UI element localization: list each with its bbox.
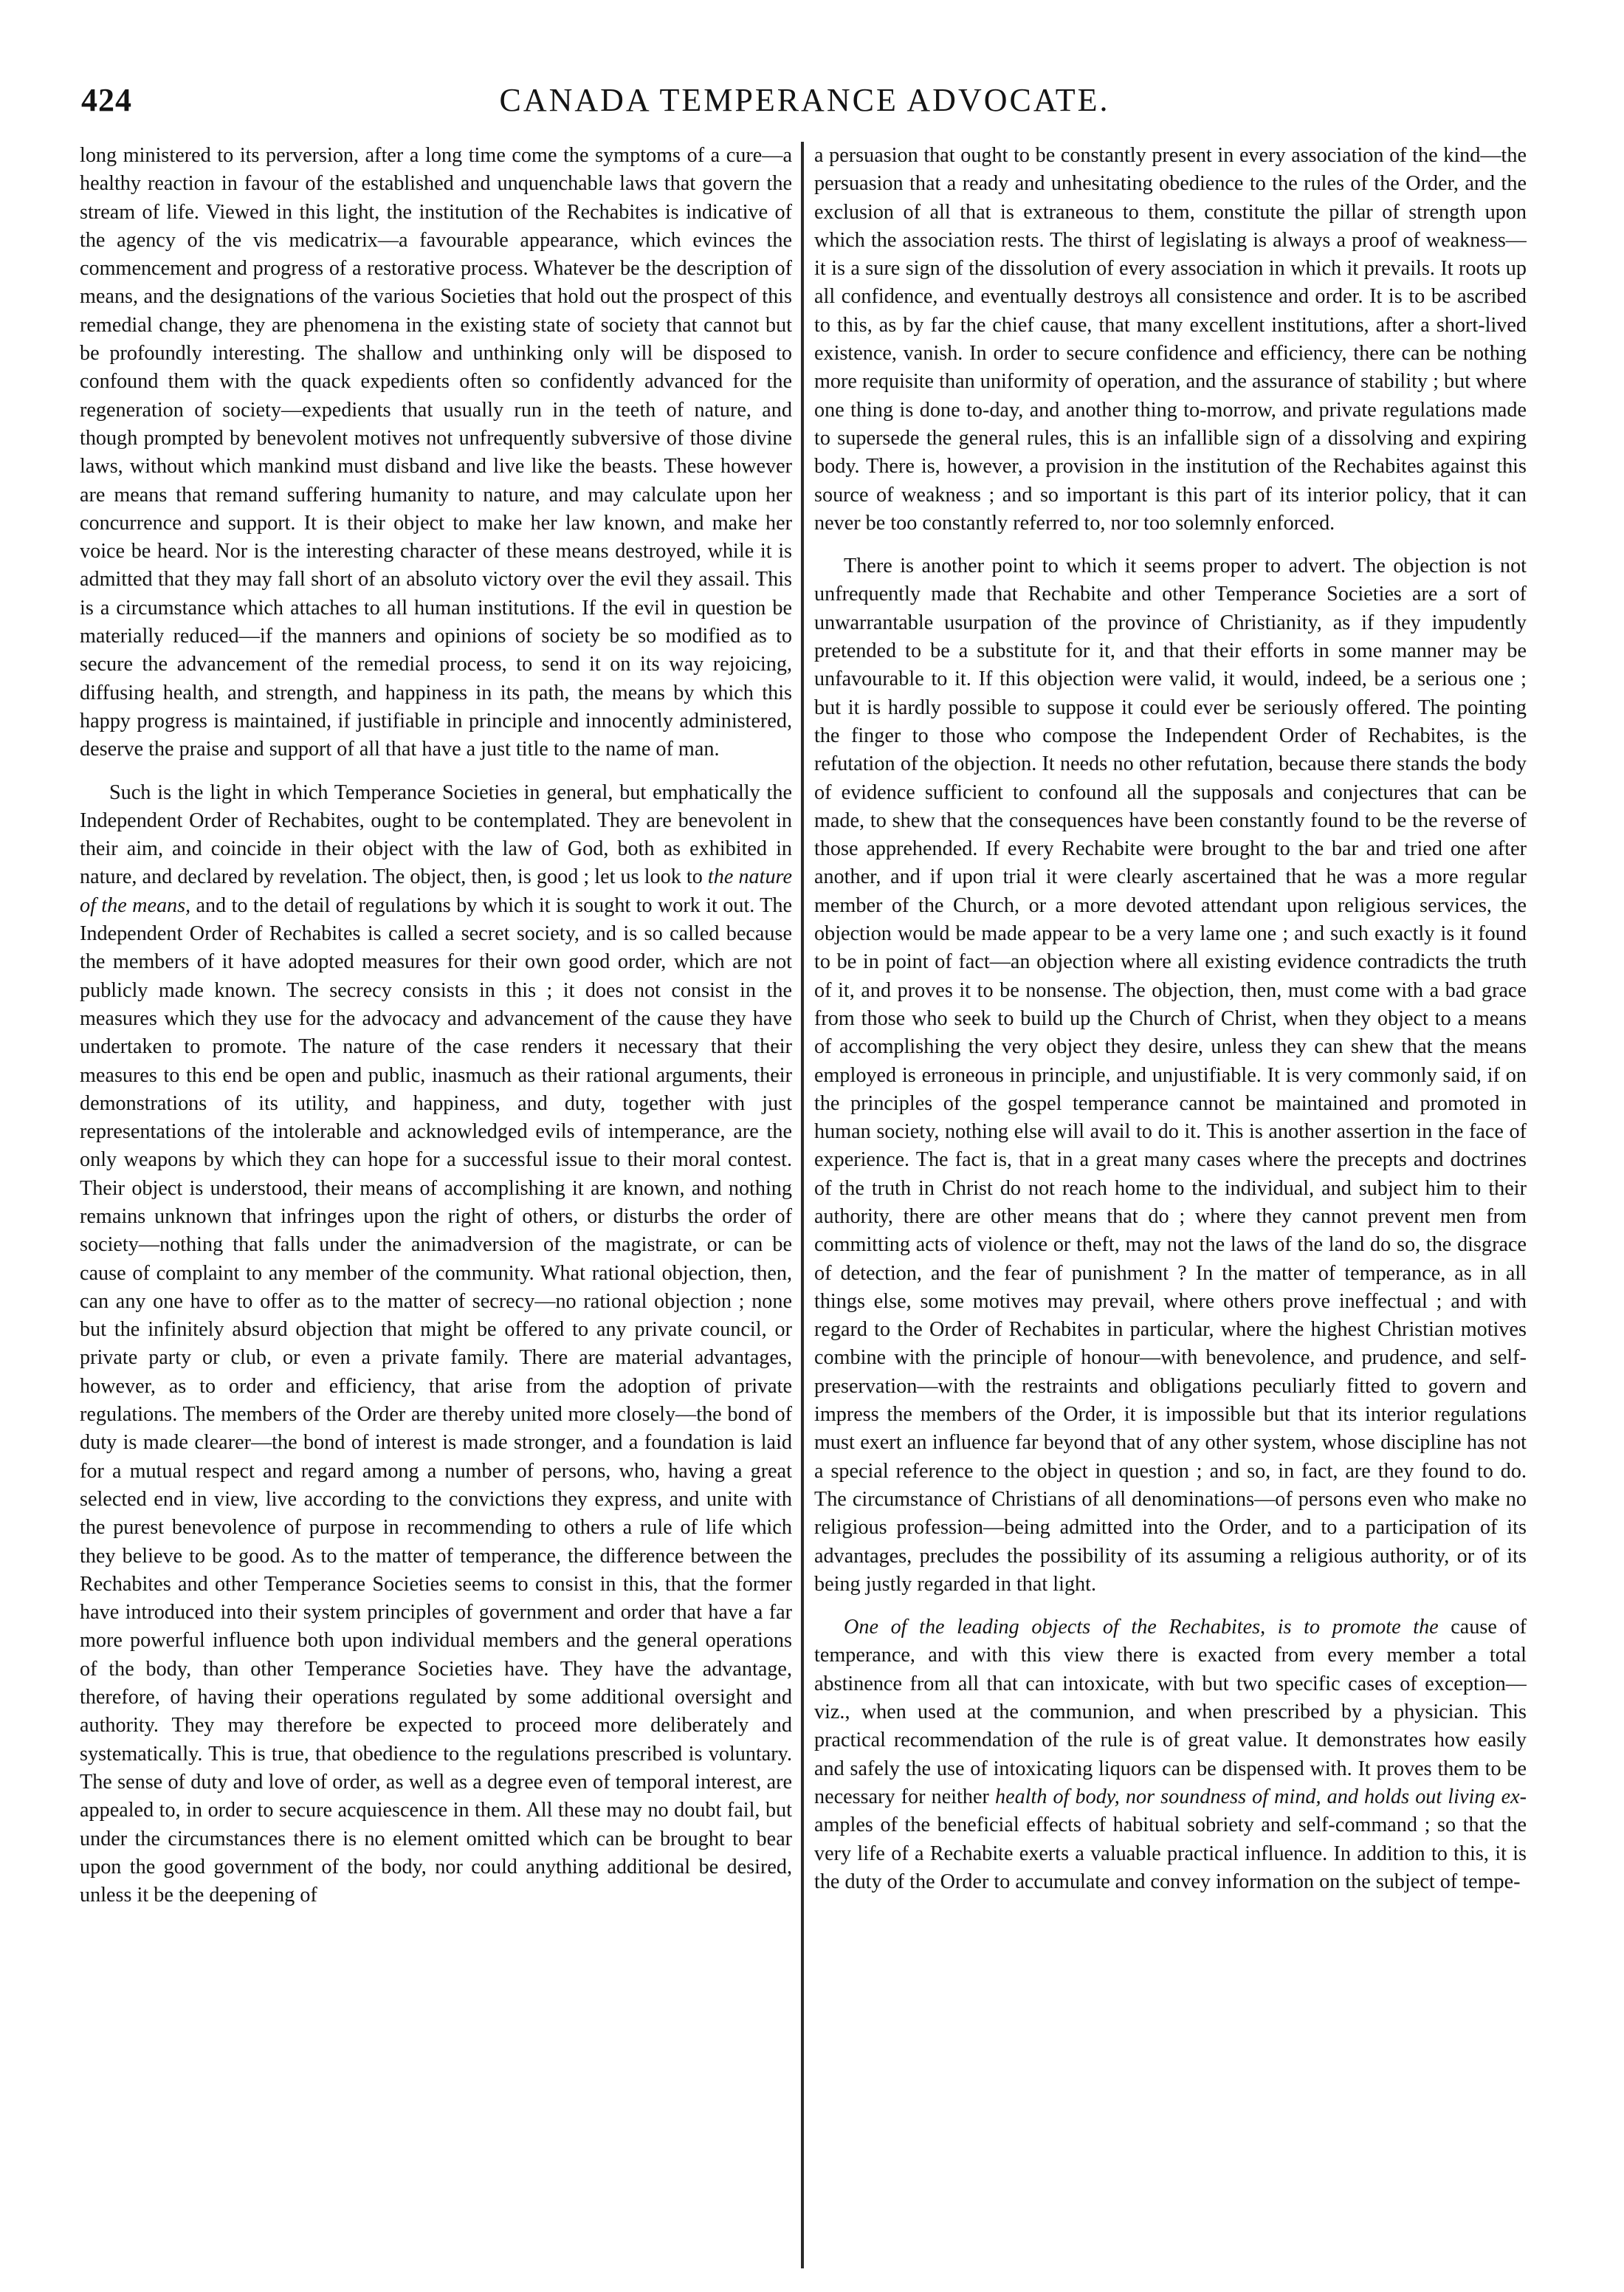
paragraph	[814, 1613, 1527, 1896]
right-column	[805, 142, 1527, 2268]
paragraph	[80, 779, 792, 1910]
paragraph: long ministered to its perversion, after a long time come the symptoms of a cure—a healthy reaction in favour of the established and unquenchable laws that govern the stream of life. Viewed in this light, the institution of the Rechabites is indicative of the agency of the vis medicatrix—a favourable appearance, which evinces the commencement and progress of a restorative process. Whatever be the description of means, and the designations of the various Societies that hold out the prospect of this remedial change, they are phenomena in the existing state of society that cannot but be profoundly interesting. The shallow and unthinking only will be disposed to confound them with the quack expedients often so confidently advanced for the regeneration of society—expedients that usually run in the teeth of nature, and though prompted by benevolent motives not unfrequently subversive of those divine laws, without which mankind must disband and live like the beasts. These however are means that remand suffering humanity to nature, and may calculate upon her concurrence and support. It is their object to make her law known, and make her voice be heard. Nor is the interesting character of these means destroyed, while it is admitted that they may fall short of an absoluto victory over the evil they assail. This is a circumstance which attaches to all human institutions. If the evil in question be materially reduced—if the manners and opinions of society be so modified as to secure the advancement of the remedial process, to send it on its way rejoicing, diffusing health, and strength, and happiness in its path, the means by which this happy progress is maintained, if justifiable in principle and innocently administered, deserve the praise and support of all that have a just title to the name of man.	[80, 144, 792, 761]
paragraph: There is another point to which it seems proper to advert. The objection is not unfrequently made that Rechabite and other Temperance Societies are a sort of unwarrantable usurpation of the province of Christianity, as if they impudently pretended to be a substitute for it, and that their efforts in some manner may be unfavourable to it. If this objection were valid, it would, indeed, be a serious one ; but it is hardly possible to suppose it could ever be seriously offered. The pointing the finger to those who compose the Independent Order of Rechabites, is the refutation of the objection. It needs no other refutation, because there stands the body of evidence sufficient to confound all the supposals and conjectures that can be made, to shew that the consequences have been constantly found to be the reverse of those apprehended. If every Rechabite were brought to the bar and tried one after another, and if upon trial it were clearly ascertained that he was a more regular member of the Church, or a more devoted attendant upon religious services, the objection would be made appear to be a very lame one ; and such exactly is it found to be in point of fact—an objection where all existing evidence contradicts the truth of it, and proves it to be nonsense. The objection, then, must come with a bad grace from those who seek to build up the Church of Christ, when they object to a means of accomplishing the very object they desire, unless they can shew that the means employed is erroneous in principle, and unjustifiable. It is very commonly said, if on the principles of the gospel temperance cannot be maintained and promoted in human society, nothing else will avail to do it. This is another assertion in the face of experience. The fact is, that in a great many cases where the precepts and doctrines of the truth in Christ do not reach home to the individual, and subject him to their authority, there are other means that do ; where they cannot prevent men from committing acts of violence or theft, may not the laws of the land do so, the disgrace of detection, and the fear of punishment ? In the matter of temperance, as in all things else, some motives may prevail, where others prove ineffectual ; and with regard to the Order of Rechabites in particular, where the highest Christian motives combine with the principle of honour—with benevolence, and prudence, and self-preservation—with the restraints and obligations peculiarly fitted to govern and impress the members of the Order, it is impossible but that its interior regulations must exert an influence far beyond that of any other system, whose discipline has not a special reference to the object in question ; and so, in fact, are they found to do. The circumstance of Christians of all denominations—of persons even who make no religious profession—being admitted into the Order, and to a participation of its advantages, precludes the possibility of its assuming a religious authority, or of its being justly regarded in that light.	[814, 555, 1527, 1596]
text-run: and to the detail of regulations by which it is sought to work it out. The Independent Order of Rechabites is called a secret society, and is so called because the members of it have adopted measures for their own good order, which are not publicly made known. The secrecy consists in this ; it does not consist in the measures which they use for the advocacy and advancement of the cause they have undertaken to promote. The nature of the case renders it necessary that their measures to this end be open and public, inasmuch as their rational arguments, their demonstrations of its utility, and happiness, and duty, together with just representations of the intolerable and acknowledged evils of intemperance, are the only weapons by which they can hope for a successful issue to their moral contest. Their object is understood, their means of accomplishing it are known, and nothing remains unknown that infringes upon the right of others, or disturbs the order of society—nothing that falls under the animadversion of the magistrate, or can be cause of complaint to any member of the community. What rational objection, then, can any one have to offer as to the matter of secrecy—no rational objection ; none but the infinitely absurd objection that might be offered to any private council, or private party or club, or even a private family. There are material advantages, however, as to order and efficiency, that arise from the adoption of private regulations. The members of the Order are thereby united more closely—the bond of duty is made clearer—the bond of interest is made stronger, and a foundation is laid for a mutual respect and regard among a number of persons, who, having a great selected end in view, live according to the convictions they express, and unite with the purest benevolence of purpose in recommending to others a rule of life which they believe to be good. As to the matter of temperance, the difference between the Rechabites and other Temperance Societies seems to consist in this, that the former have introduced into their system principles of government and order that have a far more powerful influence both upon individual members and the general operations of the body, than other Temperance Societies have. They have the advantage, therefore, of having their operations regulated by some additional oversight and authority. They may therefore be expected to proceed more deliberately and systematically. This is true, that obedience to the regulations prescribed is voluntary. The sense of duty and love of order, as well as a degree even of temporal interest, are appealed to, in order to secure acquiescence in them. All these may no doubt fail, but under the circumstances there is no element omitted which can be brought to bear upon the good government of the body, nor could anything additional be desired, unless it be the deepening of	[80, 893, 792, 1907]
page-header	[81, 81, 1528, 128]
left-column	[80, 142, 799, 2268]
italic-run: One of the leading objects of the Rechabites, is to promote the	[844, 1616, 1439, 1639]
running-title: CANADA TEMPERANCE ADVOCATE.	[499, 82, 1110, 118]
italic-run: the nature of the means,	[80, 865, 792, 917]
text-run: Such is the light in which Temperance Societies in general, but emphatically the Independent Order of Rechabites, ought to be contemplated. They are benevolent in their aim, and coincide in their object with the law of God, both as exhibited in nature, and declared by revelation. The object, then, is good ; let us look to	[80, 780, 792, 889]
paragraph: a persuasion that ought to be constantly present in every association of the kind—the persuasion that a ready and unhesitating obedience to the rules of the Order, and the exclusion of all that is extraneous to them, constitute the pillar of strength upon which the association rests. The thirst of legislating is always a proof of weakness—it is a sure sign of the dissolution of every association in which it prevails. It roots up all confidence, and eventually destroys all consistence and order. It is to be ascribed to this, as by far the chief cause, that many excellent institutions, after a short-lived existence, vanish. In order to secure confidence and efficiency, there can be nothing more requisite than uniformity of operation, and the assurance of stability ; but where one thing is done to-day, and another thing to-morrow, and private regulations made to supersede the general rules, this is an infallible sign of a dissolving and expiring body. There is, however, a provision in the institution of the Rechabites against this source of weakness ; and so important is this part of its interior policy, that it can never be too constantly referred to, nor too solemnly enforced.	[814, 144, 1527, 535]
column-rule	[801, 142, 804, 2268]
article-columns	[80, 142, 1531, 2268]
text-run: cause of temperance, and with this view there is exacted from every member a total abstinence from all that can intoxicate, with but two specific cases of exception—viz., when used at the communion, and when prescribed by a physician. This practical recommendation of the rule is of great value. It demonstrates how easily and safely the use of intoxicating liquors can be dispensed with. It proves them to be necessary for neither	[814, 1616, 1527, 1808]
page-number: 424	[81, 82, 132, 118]
italic-run: health of body, nor soundness of mind, and holds out living ex-	[994, 1785, 1527, 1808]
text-run: amples of the beneficial effects of habitual sobriety and self-command ; so that the very life of a Rechabite exerts a valuable practical influence. In addition to this, it is the duty of the Order to accumulate and convey information on the subject of tempe-	[814, 1814, 1527, 1893]
